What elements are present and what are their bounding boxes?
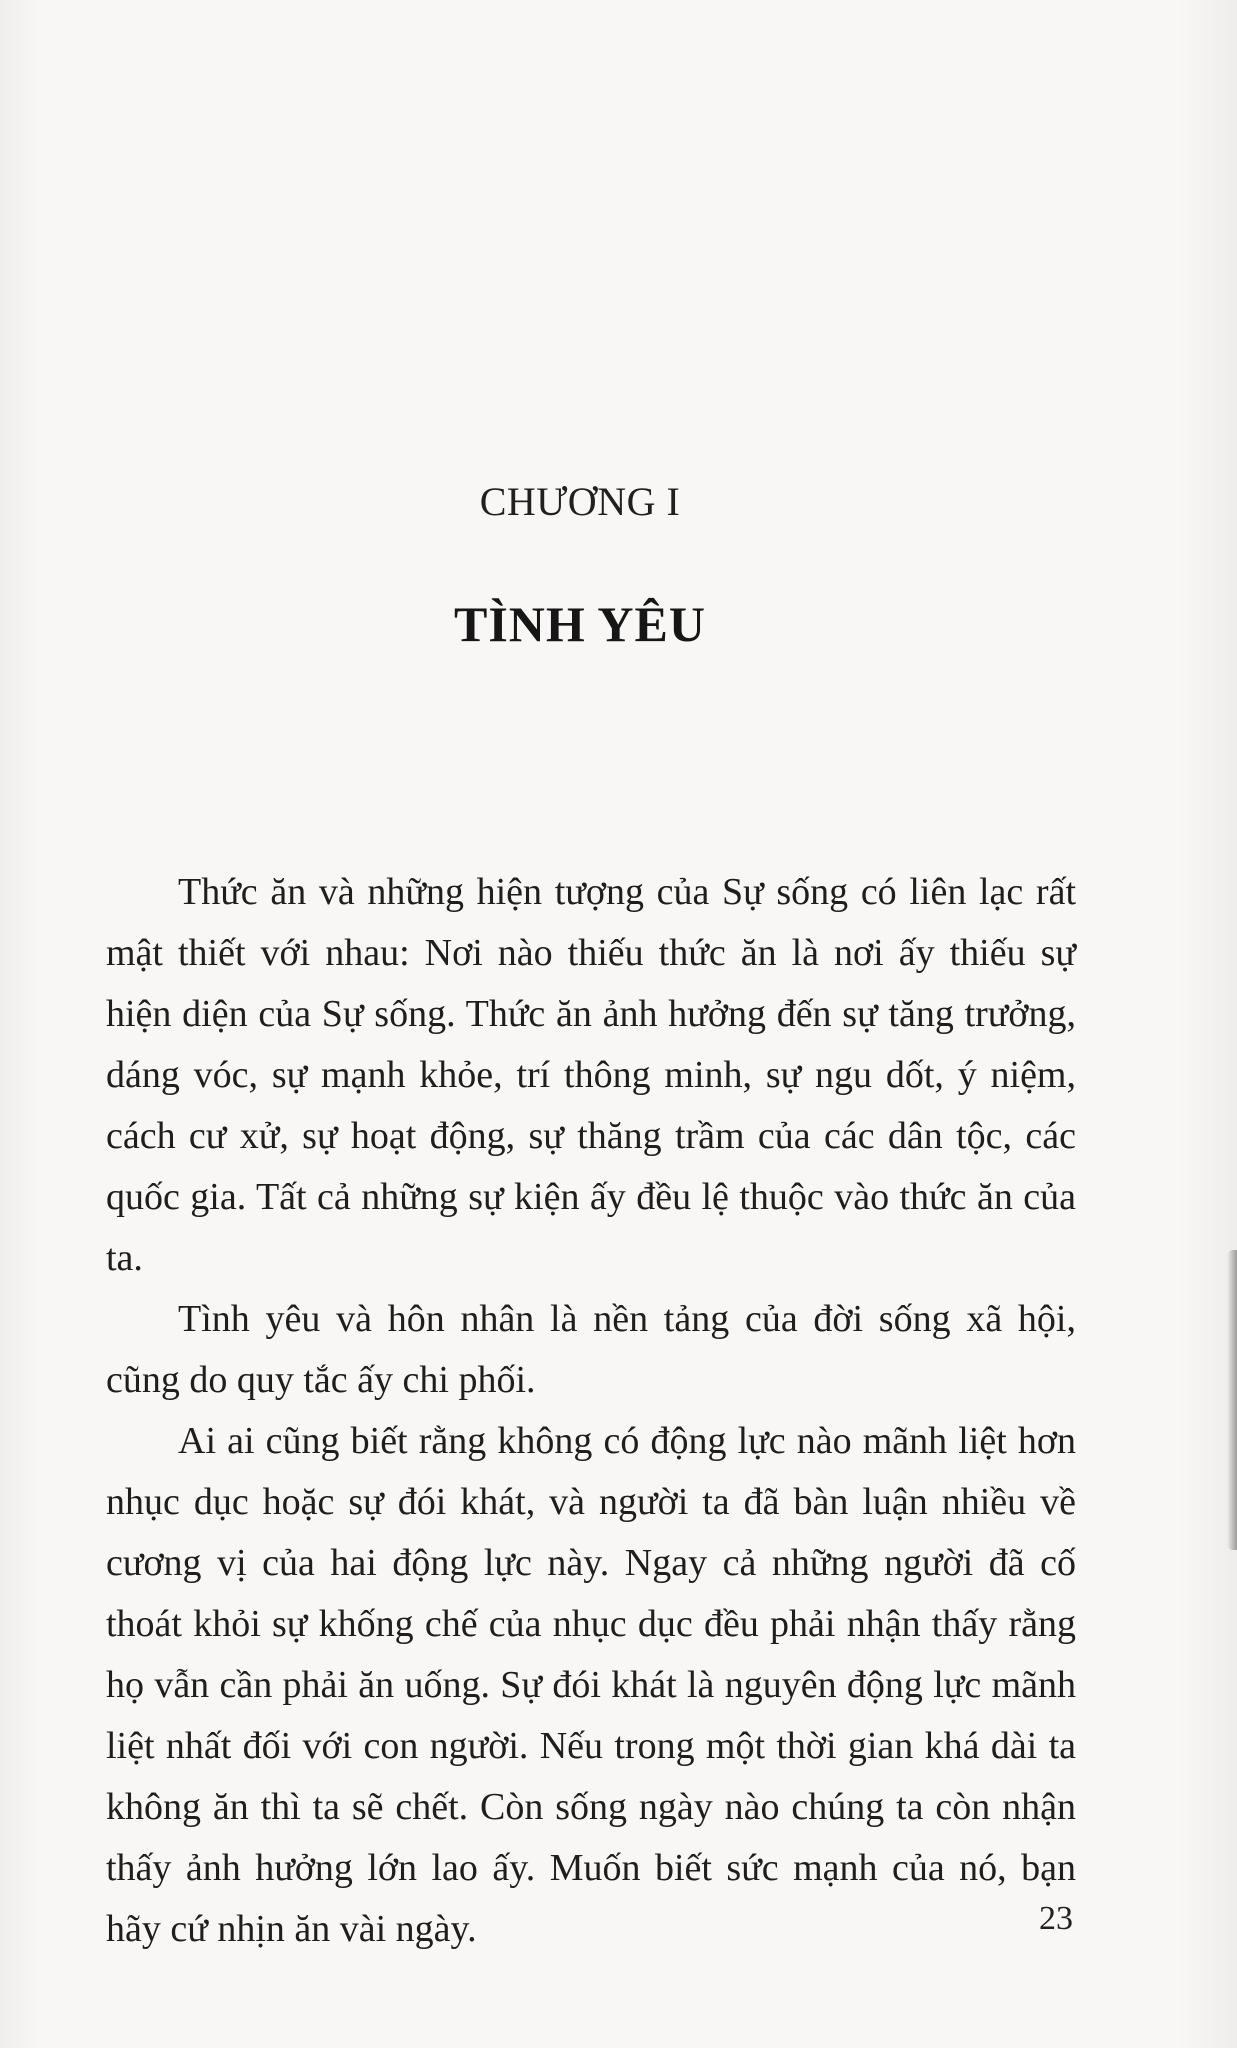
paragraph: Thức ăn và những hiện tượng của Sự sống có liên lạc rất mật thiết với nhau: Nơi nào thiếu thức ăn là nơi ấy thiếu sự hiện diện của Sự sống. Thức ăn ảnh hưởng đến sự tăng trưởng, dáng vóc, sự mạnh khỏe, trí thông minh, sự ngu dốt, ý niệm, cách cư xử, sự hoạt động, sự thăng trầm của các dân tộc, các quốc gia. Tất cả những sự kiện ấy đều lệ thuộc vào thức ăn của ta. <box>106 871 1076 1279</box>
page-edge-shadow <box>1227 1250 1237 1550</box>
chapter-label: CHƯƠNG I <box>479 479 681 524</box>
paragraph: Ai ai cũng biết rằng không có động lực nào mãnh liệt hơn nhục dục hoặc sự đói khát, và người ta đã bàn luận nhiều về cương vị của hai động lực này. Ngay cả những người đã cố thoát khỏi sự khống chế của nhục dục đều phải nhận thấy rằng họ vẫn cần phải ăn uống. Sự đói khát là nguyên động lực mãnh liệt nhất đối với con người. Nếu trong một thời gian khá dài ta không ăn thì ta sẽ chết. Còn sống ngày nào chúng ta còn nhận thấy ảnh hưởng lớn lao ấy. Muốn biết sức mạnh của nó, bạn hãy cứ nhịn ăn vài ngày. <box>106 1420 1076 1950</box>
paragraph: Tình yêu và hôn nhân là nền tảng của đời sống xã hội, cũng do quy tắc ấy chi phối. <box>106 1298 1076 1401</box>
chapter-title: TÌNH YÊU <box>453 596 707 652</box>
page-number: 23 <box>1039 1900 1073 1937</box>
body-text <box>106 862 1076 1960</box>
